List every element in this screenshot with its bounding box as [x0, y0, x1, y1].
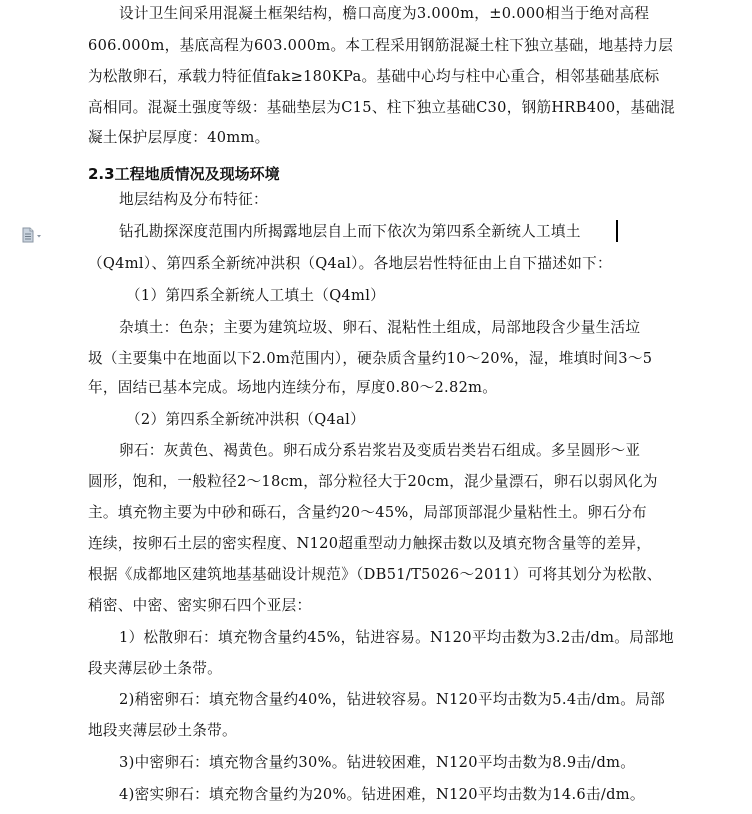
- para-line: 606.000m，基底高程为603.000m。本工程采用钢筋混凝土柱下独立基础，地基持力层: [88, 37, 674, 54]
- para-line: 圾（主要集中在地面以下2.0m范围内），硬杂质含量约10～20%，湿，堆填时间3～5: [88, 350, 653, 367]
- text-cursor: [616, 220, 618, 242]
- para-line: 1）松散卵石：填充物含量约45%，钻进容易。N120平均击数为3.2击/dm。局部地: [119, 629, 674, 646]
- para-line: （2）第四系全新统冲洪积（Q4al）: [126, 411, 366, 428]
- para-line: 4)密实卵石：填充物含量约为20%。钻进困难，N120平均击数为14.6击/dm。: [119, 786, 645, 803]
- para-line: 圆形，饱和，一般粒径2～18cm，部分粒径大于20cm，混少量漂石，卵石以弱风化为: [88, 473, 658, 490]
- para-line: 稍密、中密、密实卵石四个亚层：: [88, 597, 312, 614]
- para-line: 为松散卵石，承载力特征值fak≥180KPa。基础中心均与柱中心重合，相邻基础基底标: [88, 68, 660, 85]
- para-line: （Q4ml）、第四系全新统冲洪积（Q4al）。各地层岩性特征由上自下描述如下：: [88, 255, 612, 272]
- para-line: 卵石：灰黄色、褐黄色。卵石成分系岩浆岩及变质岩类岩石组成。多呈圆形～亚: [119, 442, 641, 459]
- para-line: 根据《成都地区建筑地基基础设计规范》（DB51/T5026～2011）可将其划分为松散、: [88, 566, 662, 583]
- para-line: 年，固结已基本完成。场地内连续分布，厚度0.80～2.82m。: [88, 379, 498, 396]
- para-line: 段夹薄层砂土条带。: [88, 660, 223, 677]
- para-line: 凝土保护层厚度：40mm。: [88, 129, 270, 146]
- para-line: 设计卫生间采用混凝土框架结构，檐口高度为3.000m，±0.000相当于绝对高程: [119, 5, 650, 22]
- para-line: 3)中密卵石：填充物含量约30%。钻进较困难，N120平均击数为8.9击/dm。: [119, 754, 636, 771]
- para-line: 主。填充物主要为中砂和砾石，含量约20～45%，局部顶部混少量粘性土。卵石分布: [88, 504, 647, 521]
- para-line: 2)稍密卵石：填充物含量约40%，钻进较容易。N120平均击数为5.4击/dm。局部: [119, 691, 665, 708]
- para-line: 地段夹薄层砂土条带。: [88, 722, 237, 739]
- document-icon[interactable]: [21, 227, 47, 243]
- para-line: 钻孔勘探深度范围内所揭露地层自上而下依次为第四系全新统人工填土: [119, 223, 581, 240]
- para-line: （1）第四系全新统人工填土（Q4ml）: [126, 287, 386, 304]
- para-line: 高相同。混凝土强度等级：基础垫层为C15、柱下独立基础C30，钢筋HRB400，基础混: [88, 99, 676, 116]
- section-heading: 2.3工程地质情况及现场环境: [88, 165, 280, 183]
- para-line: 连续，按卵石土层的密实程度、N120超重型动力触探击数以及填充物含量等的差异，: [88, 535, 652, 552]
- para-line: 杂填土：色杂；主要为建筑垃圾、卵石、混粘性土组成，局部地段含少量生活垃: [119, 319, 641, 336]
- para-line: 地层结构及分布特征：: [119, 191, 268, 208]
